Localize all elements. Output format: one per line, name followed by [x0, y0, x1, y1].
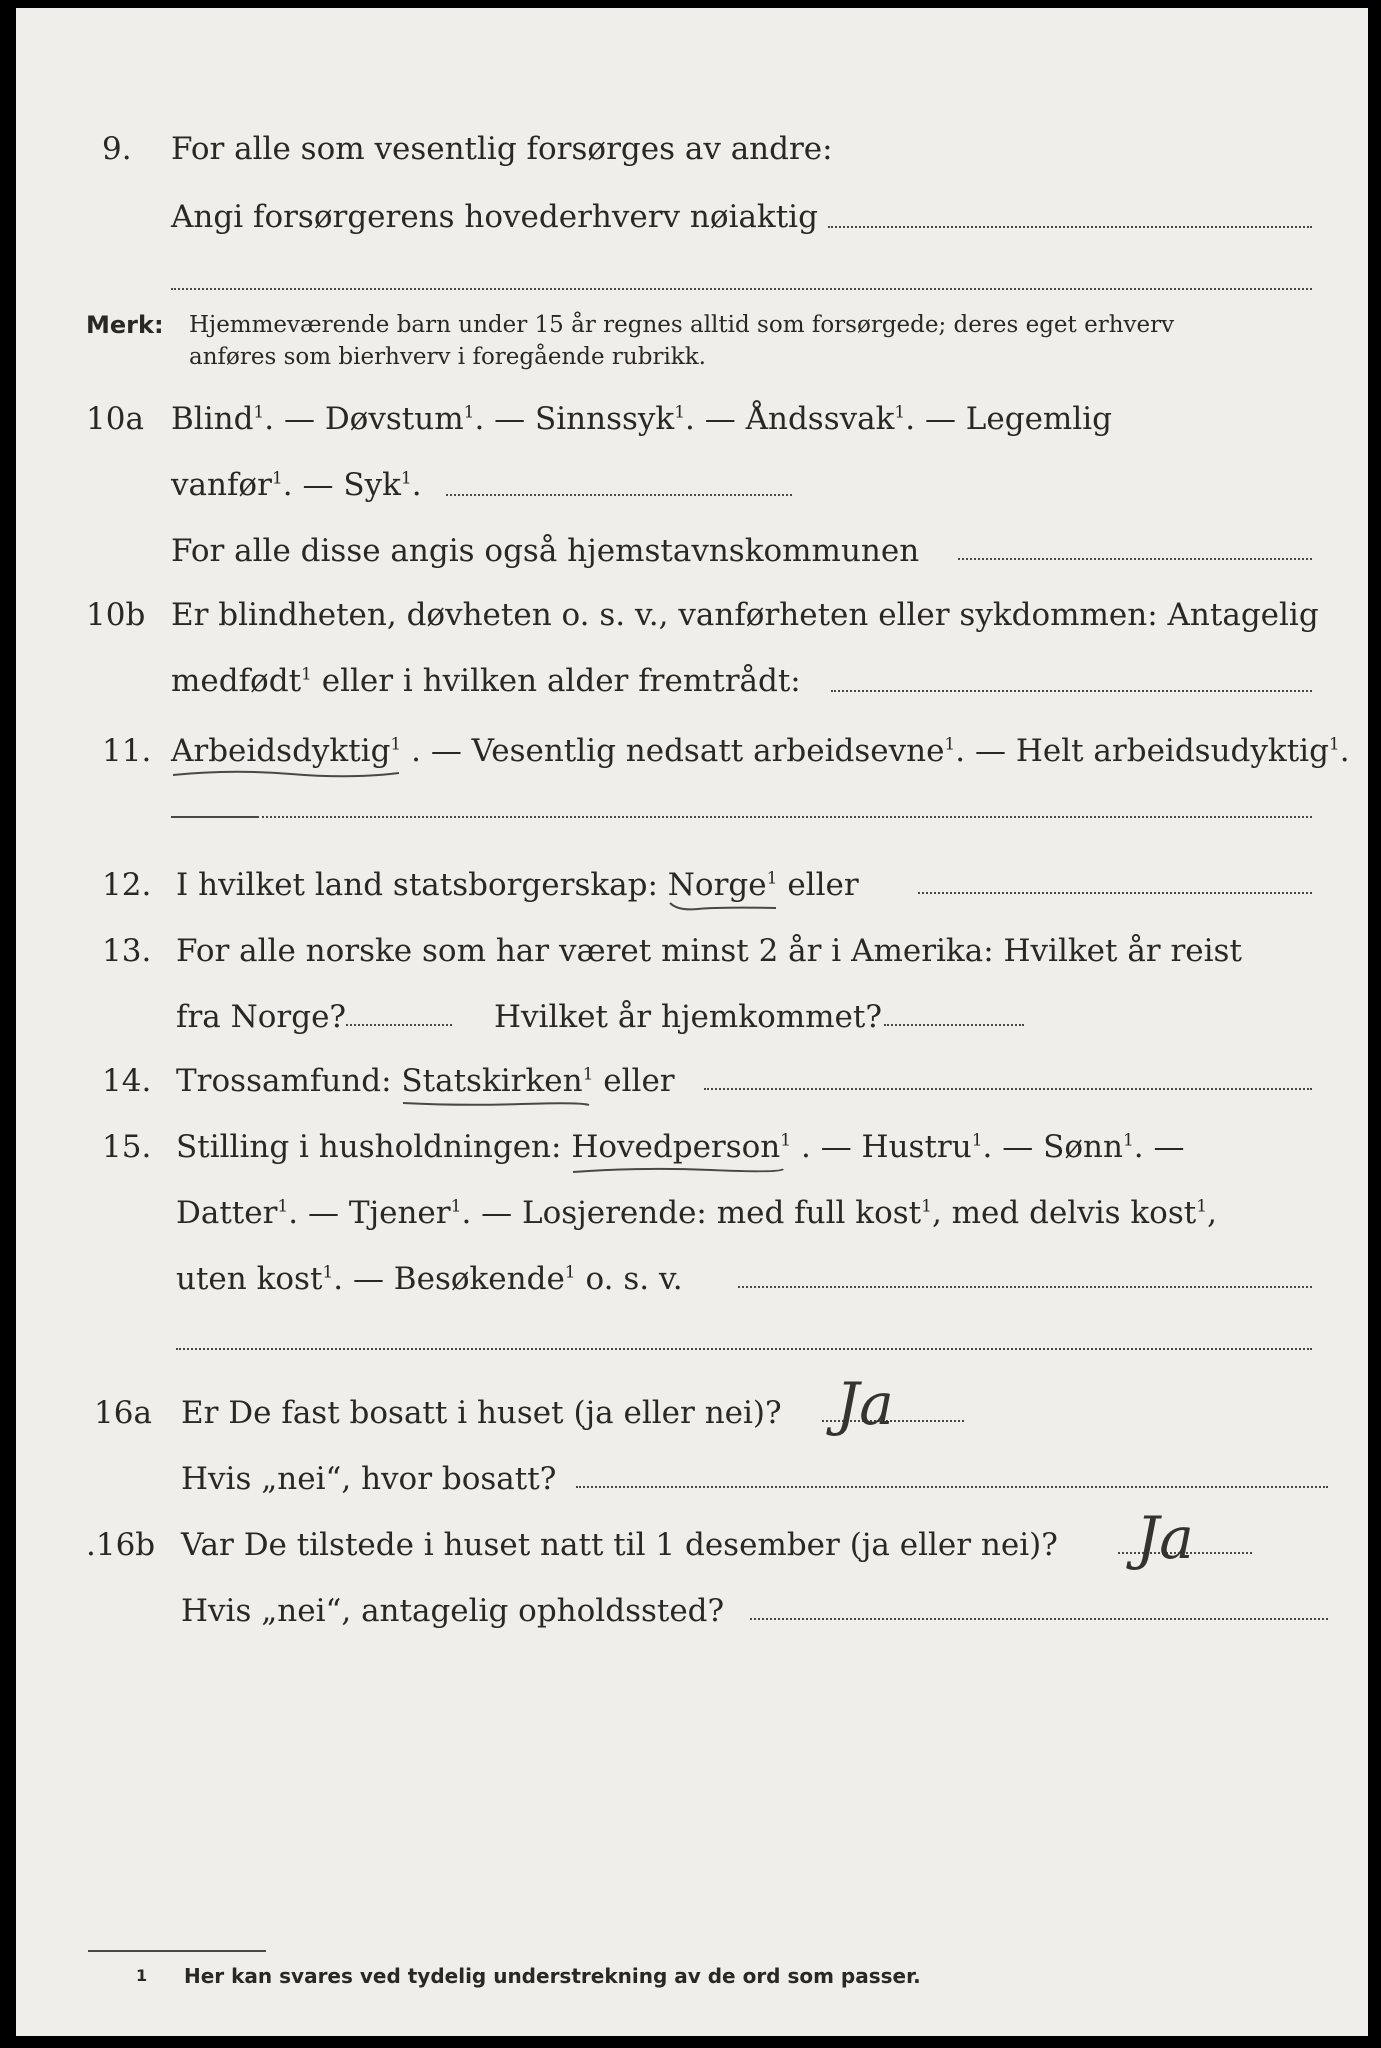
q16a-line1: Er De fast bosatt i huset (ja eller nei)? [181, 1395, 782, 1431]
underline-stroke [571, 1163, 786, 1177]
q13-line1: For alle norske som har været minst 2 år i Amerika: Hvilket år reist [176, 933, 1242, 969]
q10b-line1: Er blindheten, døvheten o. s. v., vanførheten eller sykdommen: Antagelig [171, 597, 1319, 633]
footnote-text: Her kan svares ved tydelig understrekning av de ord som passer. [184, 1964, 921, 1988]
q11-underlined-answer: Arbeidsdyktig$^1$ [171, 733, 411, 769]
underline-stroke [171, 767, 401, 781]
q9-line1: For alle som vesentlig forsørges av andre: [171, 131, 833, 167]
q10a-number: 10a [86, 401, 144, 437]
q9-line2: Angi forsørgerens hovederhverv nøiaktig [171, 199, 818, 235]
q12-answer-line[interactable] [918, 892, 1312, 894]
q16b-line1: Var De tilstede i huset natt til 1 desember (ja eller nei)? [181, 1527, 1058, 1563]
merk-label: Merk: [86, 311, 164, 339]
q15-line1: Stilling i husholdningen: Hovedperson$^1$ . — Hustru$^1$. — Sønn$^1$. — [176, 1132, 1185, 1163]
q16b-line2: Hvis „nei“, antagelig opholdssted? [181, 1593, 725, 1629]
q16a-number: 16a [94, 1395, 152, 1431]
q9-answer-line-2[interactable] [171, 288, 1312, 290]
q15-answer-line[interactable] [738, 1286, 1312, 1288]
q12-underlined-answer: Norge$^1$ [668, 867, 788, 903]
q14-number: 14. [102, 1063, 152, 1099]
q15-underlined-answer: Hovedperson$^1$ [571, 1129, 801, 1165]
q9-number: 9. [102, 131, 132, 167]
q10a-hjemstavn-line[interactable] [958, 558, 1312, 560]
q15-answer-line-2[interactable] [176, 1348, 1312, 1350]
q10b-number: 10b [86, 597, 146, 633]
merk-line1: Hjemmeværende barn under 15 år regnes alltid som forsørgede; deres eget erhverv [189, 312, 1175, 338]
q15-number: 15. [102, 1129, 152, 1165]
q16b-handwritten-answer: Ja [1136, 1504, 1194, 1572]
q16a-line2: Hvis „nei“, hvor bosatt? [181, 1461, 557, 1497]
q11-answer-solid [171, 816, 257, 818]
footnote-mark: 1 [136, 1966, 148, 1985]
q14-answer-line[interactable] [704, 1088, 1312, 1090]
q13-line2a: fra Norge? [176, 999, 347, 1035]
q13-hjemkommet-line[interactable] [884, 1024, 1024, 1026]
q16b-number: .16b [86, 1527, 156, 1563]
underline-stroke [668, 901, 778, 915]
q12-number: 12. [102, 867, 152, 903]
q10a-line2: vanfør$^1$. — Syk$^1$. [171, 467, 422, 503]
q14-line: Trossamfund: Statskirken$^1$ eller [176, 1066, 675, 1097]
q9-answer-line[interactable] [828, 226, 1312, 228]
q16b-opphold-line[interactable] [750, 1618, 1328, 1620]
q10a-line3: For alle disse angis også hjemstavnskommunen [171, 533, 920, 569]
q11-number: 11. [102, 733, 152, 769]
q13-number: 13. [102, 933, 152, 969]
q13-line2b: Hvilket år hjemkommet? [494, 999, 882, 1035]
q16a-bosatt-line[interactable] [576, 1486, 1328, 1488]
q10a-line1: Blind$^1$. — Døvstum$^1$. — Sinnssyk$^1$. — Åndssvak$^1$. — Legemlig [171, 401, 1113, 437]
q13-reist-line[interactable] [346, 1024, 452, 1026]
merk-line2: anføres som bierhverv i foregående rubrikk. [189, 344, 706, 370]
q11-answer-line[interactable] [257, 816, 1312, 818]
q14-underlined-answer: Statskirken$^1$ [401, 1063, 603, 1099]
footnote-rule [88, 1950, 266, 1952]
q10b-line2: medfødt$^1$ eller i hvilken alder fremtrådt: [171, 663, 801, 699]
census-form-page [16, 8, 1368, 2036]
q10a-syk-line[interactable] [446, 494, 792, 496]
underline-stroke [401, 1097, 591, 1111]
q10b-answer-line[interactable] [831, 690, 1312, 692]
q12-line: I hvilket land statsborgerskap: Norge$^1$ eller [176, 870, 859, 901]
q15-line2: Datter$^1$. — Tjener$^1$. — Losjerende: med full kost$^1$, med delvis kost$^1$, [176, 1195, 1217, 1231]
q16a-handwritten-answer: Ja [836, 1370, 894, 1438]
q11-line: Arbeidsdyktig$^1$ . — Vesentlig nedsatt arbeidsevne$^1$. — Helt arbeidsudyktig$^1$. [171, 736, 1350, 767]
q15-line3: uten kost$^1$. — Besøkende$^1$ o. s. v. [176, 1261, 683, 1297]
